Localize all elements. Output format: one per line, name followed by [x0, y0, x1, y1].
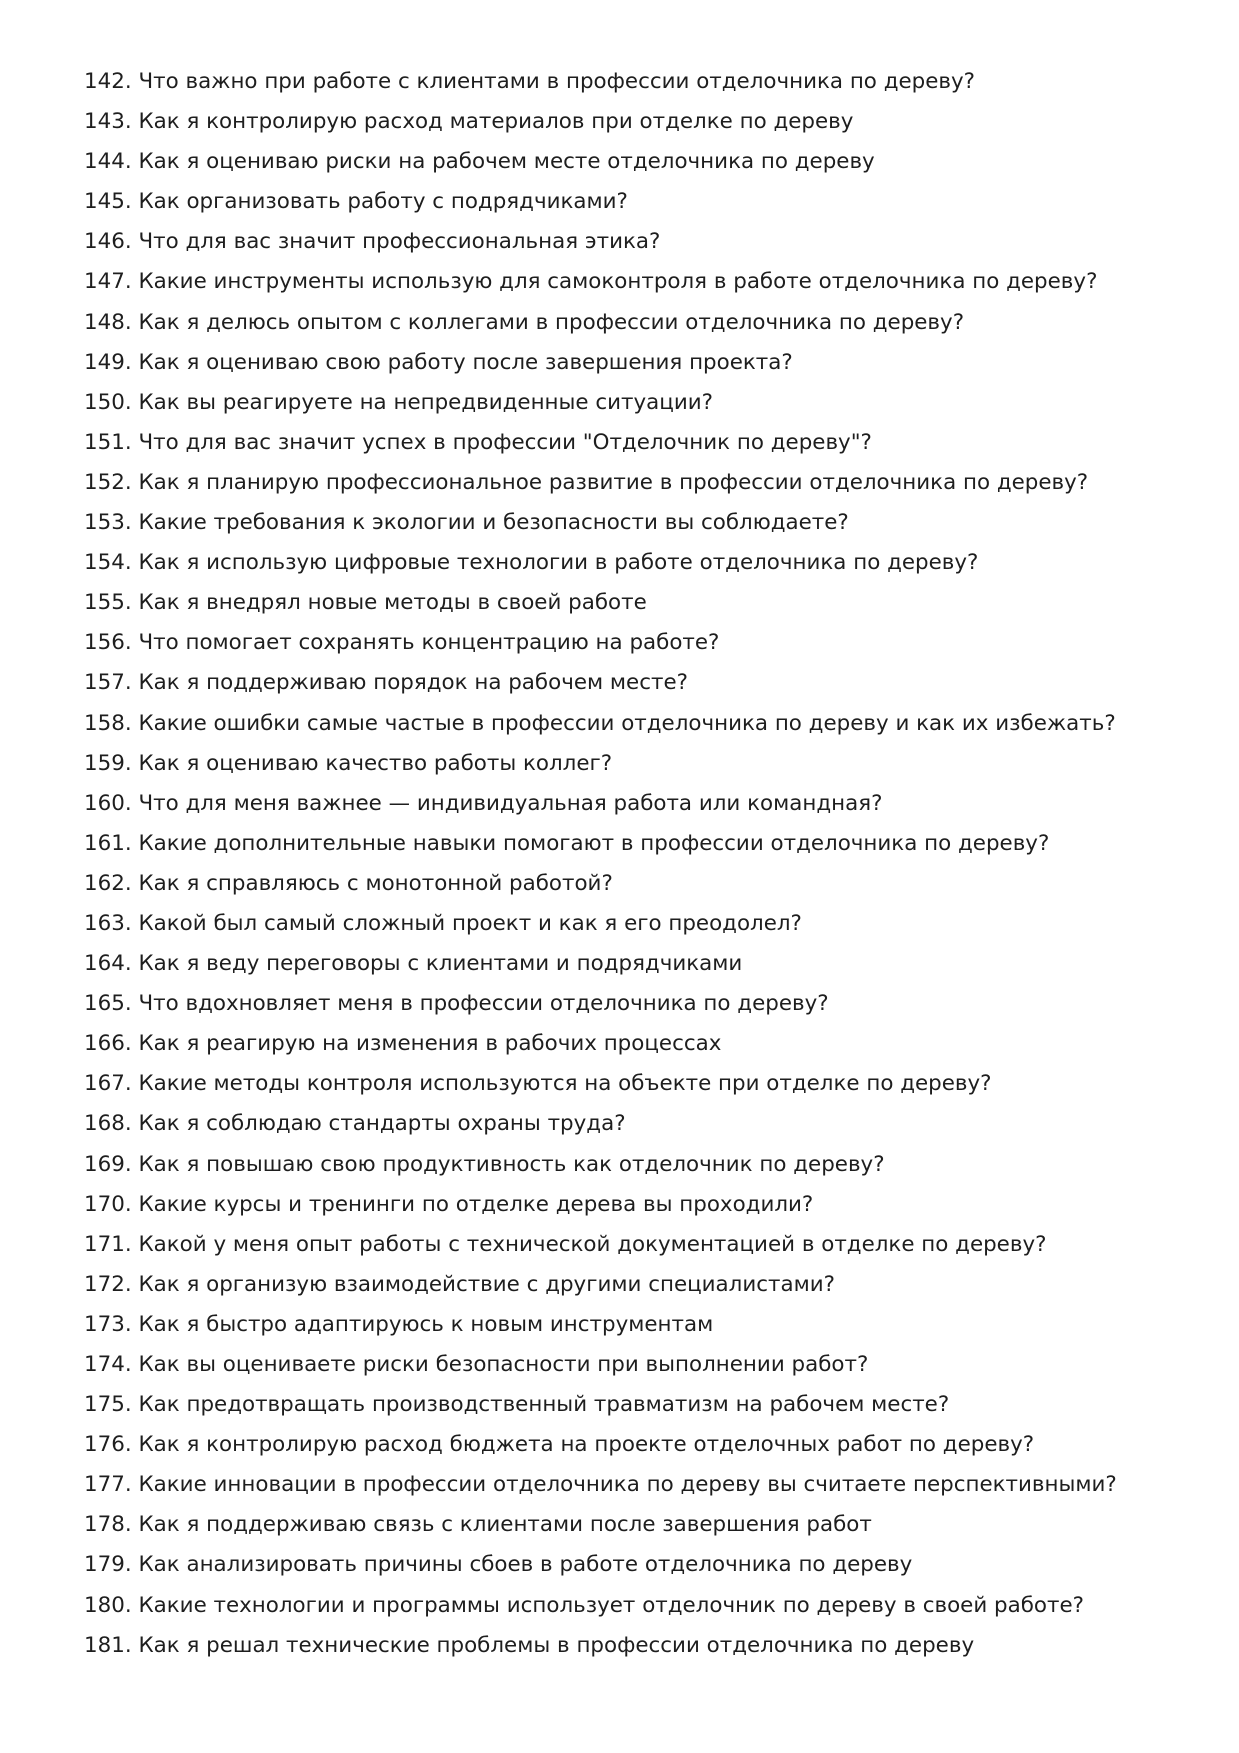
question-number: 154.: [84, 550, 132, 576]
question-text: Как организовать работу с подрядчиками?: [138, 189, 628, 215]
question-number: 167.: [84, 1071, 132, 1097]
question-item: [84, 824, 1194, 864]
question-text: Как я справляюсь с монотонной работой?: [138, 870, 613, 896]
question-text: Как я соблюдаю стандарты охраны труда?: [138, 1111, 626, 1137]
question-text: Что для вас значит профессиональная этика?: [138, 229, 661, 255]
question-text: Как я веду переговоры с клиентами и подрядчиками: [138, 951, 743, 977]
question-item: [84, 503, 1194, 543]
question-text: Что важно при работе с клиентами в профессии отделочника по дереву?: [138, 69, 975, 94]
question-item: [84, 1305, 1194, 1345]
question-item: [84, 864, 1194, 904]
question-list: [84, 62, 1194, 1666]
question-item: [84, 343, 1194, 383]
question-text: Как вы оцениваете риски безопасности при выполнении работ?: [138, 1352, 869, 1377]
question-number: 177.: [84, 1472, 132, 1498]
question-text: Что для меня важнее — индивидуальная работа или командная?: [138, 790, 883, 816]
question-item: [84, 262, 1194, 302]
question-item: [84, 944, 1194, 984]
question-number: 149.: [84, 349, 132, 375]
question-item: [84, 1265, 1194, 1305]
question-number: 142.: [84, 69, 132, 94]
question-item: [84, 1185, 1194, 1225]
question-item: [84, 303, 1194, 343]
question-number: 165.: [84, 991, 132, 1017]
question-number: 144.: [84, 149, 132, 175]
question-item: [84, 423, 1194, 463]
question-text: Какие методы контроля используются на объекте при отделке по дереву?: [138, 1071, 992, 1097]
question-item: [84, 182, 1194, 222]
question-number: 162.: [84, 870, 132, 896]
question-number: 145.: [84, 189, 132, 215]
question-item: [84, 102, 1194, 142]
question-text: Какой у меня опыт работы с технической документацией в отделке по дереву?: [138, 1231, 1047, 1257]
question-item: [84, 704, 1194, 744]
question-text: Как я планирую профессиональное развитие в профессии отделочника по дереву?: [138, 469, 1089, 495]
question-item: [84, 583, 1194, 623]
question-text: Как я поддерживаю порядок на рабочем месте?: [138, 670, 688, 696]
question-text: Как я контролирую расход бюджета на проекте отделочных работ по дереву?: [138, 1432, 1035, 1458]
question-number: 178.: [84, 1512, 132, 1538]
question-number: 161.: [84, 830, 132, 856]
question-text: Как я решал технические проблемы в профессии отделочника по дереву: [138, 1632, 975, 1658]
question-text: Что для вас значит успех в профессии "Отделочник по дереву"?: [138, 429, 872, 455]
question-text: Как я повышаю свою продуктивность как отделочник по дереву?: [138, 1151, 885, 1177]
question-text: Как я оцениваю качество работы коллег?: [138, 750, 613, 776]
question-number: 152.: [84, 469, 132, 495]
question-item: [84, 784, 1194, 824]
question-text: Что вдохновляет меня в профессии отделочника по дереву?: [138, 991, 829, 1017]
question-item: [84, 1586, 1194, 1626]
question-text: Какие технологии и программы использует отделочник по дереву в своей работе?: [138, 1592, 1084, 1618]
question-text: Как я контролирую расход материалов при отделке по дереву: [138, 109, 854, 135]
question-item: [84, 1465, 1194, 1505]
question-text: Как я внедрял новые методы в своей работе: [138, 590, 647, 616]
question-item: [84, 1545, 1194, 1585]
question-number: 146.: [84, 229, 132, 255]
question-item: [84, 1385, 1194, 1425]
question-item: [84, 1064, 1194, 1104]
question-number: 168.: [84, 1111, 132, 1137]
question-text: Как я реагирую на изменения в рабочих процессах: [138, 1031, 722, 1057]
question-item: [84, 543, 1194, 583]
question-number: 175.: [84, 1392, 132, 1418]
question-number: 159.: [84, 750, 132, 776]
question-item: [84, 984, 1194, 1024]
question-number: 163.: [84, 910, 132, 936]
question-text: Как анализировать причины сбоев в работе отделочника по дереву: [138, 1552, 913, 1578]
question-number: 160.: [84, 790, 132, 816]
question-number: 153.: [84, 510, 132, 536]
question-text: Как я быстро адаптируюсь к новым инструментам: [138, 1311, 714, 1337]
question-item: [84, 1345, 1194, 1385]
question-text: Как я делюсь опытом с коллегами в профессии отделочника по дереву?: [138, 309, 965, 335]
question-text: Какие курсы и тренинги по отделке дерева вы проходили?: [138, 1191, 814, 1217]
question-item: [84, 1145, 1194, 1185]
question-item: [84, 62, 1194, 102]
question-number: 170.: [84, 1191, 132, 1217]
question-number: 147.: [84, 269, 132, 295]
question-number: 171.: [84, 1231, 132, 1257]
question-number: 157.: [84, 670, 132, 696]
question-text: Как я использую цифровые технологии в работе отделочника по дереву?: [138, 550, 979, 576]
question-text: Какие дополнительные навыки помогают в профессии отделочника по дереву?: [138, 830, 1050, 856]
question-text: Как вы реагируете на непредвиденные ситуации?: [138, 389, 714, 415]
question-number: 164.: [84, 951, 132, 977]
question-text: Что помогает сохранять концентрацию на работе?: [138, 630, 720, 656]
question-number: 166.: [84, 1031, 132, 1057]
question-number: 156.: [84, 630, 132, 656]
question-number: 155.: [84, 590, 132, 616]
question-text: Какие требования к экологии и безопасности вы соблюдаете?: [138, 510, 849, 536]
question-item: [84, 463, 1194, 503]
question-number: 158.: [84, 710, 132, 736]
question-item: [84, 222, 1194, 262]
question-number: 172.: [84, 1271, 132, 1297]
question-number: 150.: [84, 389, 132, 415]
question-item: [84, 904, 1194, 944]
question-item: [84, 744, 1194, 784]
question-item: [84, 1225, 1194, 1265]
question-item: [84, 1425, 1194, 1465]
question-text: Как я организую взаимодействие с другими специалистами?: [138, 1271, 835, 1297]
question-item: [84, 142, 1194, 182]
question-text: Как я оцениваю риски на рабочем месте отделочника по дереву: [138, 149, 875, 175]
question-number: 174.: [84, 1352, 132, 1377]
question-number: 148.: [84, 309, 132, 335]
question-number: 181.: [84, 1632, 132, 1658]
question-item: [84, 623, 1194, 663]
question-item: [84, 663, 1194, 703]
question-item: [84, 383, 1194, 423]
question-item: [84, 1104, 1194, 1144]
question-text: Какие ошибки самые частые в профессии отделочника по дереву и как их избежать?: [138, 710, 1116, 736]
question-number: 180.: [84, 1592, 132, 1618]
question-text: Какие инструменты использую для самоконтроля в работе отделочника по дереву?: [138, 269, 1098, 295]
question-text: Как предотвращать производственный травматизм на рабочем месте?: [138, 1392, 950, 1418]
question-text: Какие инновации в профессии отделочника по дереву вы считаете перспективными?: [138, 1472, 1117, 1498]
question-number: 169.: [84, 1151, 132, 1177]
question-item: [84, 1024, 1194, 1064]
question-number: 179.: [84, 1552, 132, 1578]
question-item: [84, 1505, 1194, 1545]
question-text: Как я оцениваю свою работу после завершения проекта?: [138, 349, 793, 375]
question-number: 173.: [84, 1311, 132, 1337]
question-item: [84, 1626, 1194, 1666]
question-number: 176.: [84, 1432, 132, 1458]
question-number: 143.: [84, 109, 132, 135]
question-number: 151.: [84, 429, 132, 455]
question-text: Какой был самый сложный проект и как я его преодолел?: [138, 910, 802, 936]
question-text: Как я поддерживаю связь с клиентами после завершения работ: [138, 1512, 872, 1538]
